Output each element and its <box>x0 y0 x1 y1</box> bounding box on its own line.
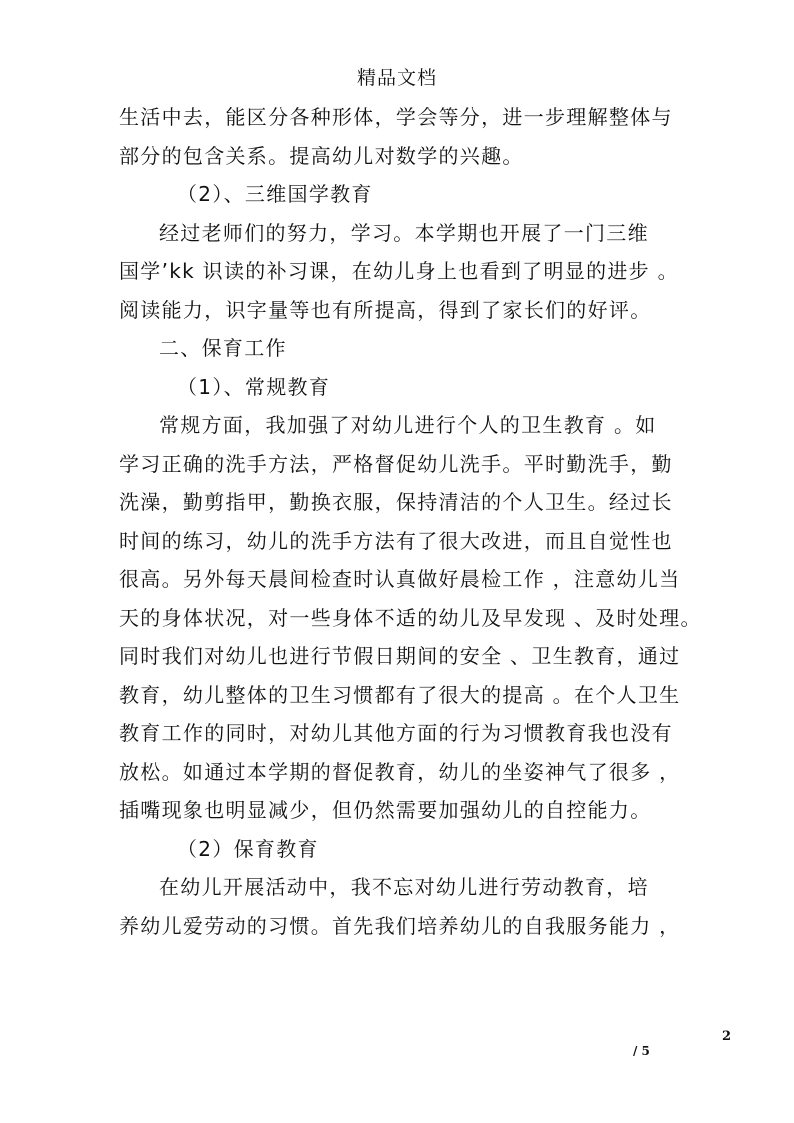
text-line: 生活中去，能区分各种形体，学会等分，进一步理解整体与 <box>119 105 673 129</box>
text-line: 很高。另外每天晨间检查时认真做好晨检工作 ，注意幼儿当 <box>119 567 681 591</box>
document-body <box>119 98 702 945</box>
text-line: 学习正确的洗手方法，严格督促幼儿洗手。平时勤洗手，勤 <box>119 451 673 476</box>
text-line: 阅读能力，识字量等也有所提高，得到了家长们的好评。 <box>119 297 652 322</box>
text-line: 养幼儿爱劳动的习惯。首先我们培养幼儿的自我服务能力 ， <box>119 913 681 938</box>
page-number: 2 <box>722 1029 732 1044</box>
page-total: / 5 <box>633 1044 650 1058</box>
text-line: 时间的练习，幼儿的洗手方法有了很大改进，而且自觉性也 <box>119 528 673 553</box>
text-line: 教育工作的同时，对幼儿其他方面的行为习惯教育我也没有 <box>119 721 673 745</box>
text-line: 洗澡，勤剪指甲，勤换衣服，保持清洁的个人卫生。经过长 <box>119 490 673 514</box>
text-line: 经过老师们的努力，学习。本学期也开展了一门三维 <box>159 220 649 245</box>
document-header: 精品文档 <box>356 67 437 89</box>
text-line: 部分的包含关系。提高幼儿对数学的兴趣。 <box>119 143 524 168</box>
section-heading: （2）保育教育 <box>177 836 319 861</box>
text-line: 国学’kk 识读的补习课，在幼儿身上也看到了明显的进步 。 <box>119 259 679 283</box>
section-heading: （2）、三维国学教育 <box>177 182 373 206</box>
text-line: 二、保育工作 <box>159 336 287 360</box>
text-line: 天的身体状况，对一些身体不适的幼儿及早发现 、及时处理。 <box>119 605 702 630</box>
text-line: 在幼儿开展活动中，我不忘对幼儿进行劳动教育，培 <box>159 875 649 899</box>
text-line: 插嘴现象也明显减少，但仍然需要加强幼儿的自控能力。 <box>119 798 652 822</box>
text-line: 教育，幼儿整体的卫生习惯都有了很大的提高 。在个人卫生 <box>119 682 681 707</box>
section-heading: （1）、常规教育 <box>177 374 331 399</box>
text-line: 放松。如通过本学期的督促教育，幼儿的坐姿神气了很多 ， <box>119 759 681 784</box>
text-line: 同时我们对幼儿也进行节假日期间的安全 、卫生教育，通过 <box>119 644 681 668</box>
text-line: 常规方面，我加强了对幼儿进行个人的卫生教育 。如 <box>159 413 657 437</box>
